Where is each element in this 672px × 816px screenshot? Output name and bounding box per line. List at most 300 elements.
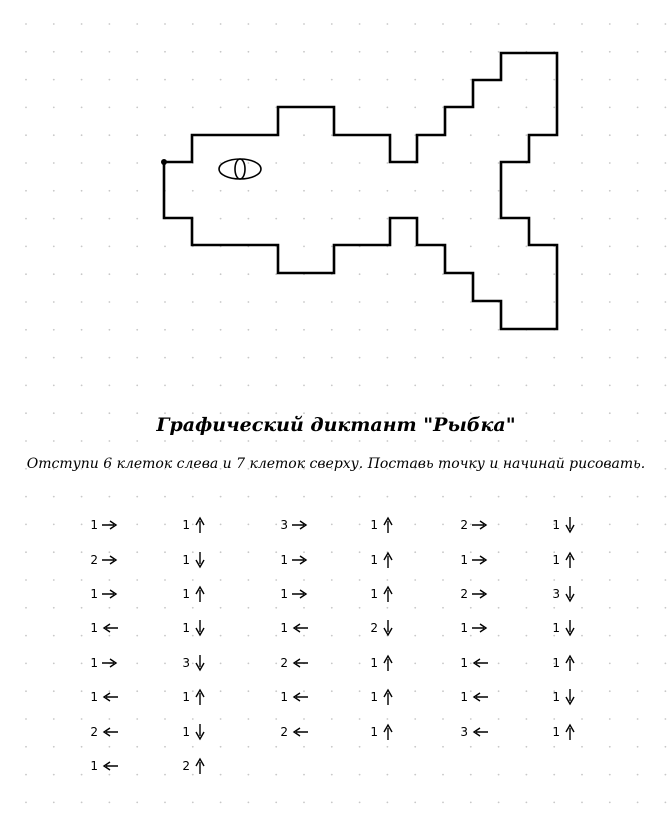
grid-dot: [526, 746, 528, 748]
step-item: [456, 542, 516, 576]
arrow-down-icon: [563, 516, 577, 534]
arrow-up-icon: [563, 654, 577, 672]
grid-dot: [25, 718, 27, 720]
grid-dot: [609, 524, 611, 526]
step-item: [366, 611, 426, 645]
grid-dot: [164, 607, 166, 609]
grid-dot: [248, 607, 250, 609]
step-count: 1: [90, 621, 98, 636]
grid-dot: [25, 440, 27, 442]
grid-dot: [81, 802, 83, 804]
arrow-down-icon: [193, 723, 207, 741]
arrow-down-icon: [563, 619, 577, 637]
grid-dot: [81, 551, 83, 553]
arrow-left-icon: [101, 759, 119, 773]
grid-dot: [359, 690, 361, 692]
step-count: 1: [460, 690, 468, 705]
arrow-up-icon: [193, 757, 207, 775]
grid-dot: [609, 440, 611, 442]
grid-dot: [442, 802, 444, 804]
page-title: Графический диктант "Рыбка": [156, 414, 516, 436]
step-column: [366, 508, 426, 749]
grid-dot: [25, 579, 27, 581]
arrow-right-icon: [101, 587, 119, 601]
grid-dot: [665, 551, 667, 553]
fish-drawing: [0, 0, 672, 400]
arrow-right-icon: [471, 553, 489, 567]
grid-dot: [637, 774, 639, 776]
arrow-left-icon: [101, 690, 119, 704]
arrow-down-icon: [381, 619, 395, 637]
grid-dot: [442, 718, 444, 720]
step-count: 1: [370, 586, 378, 601]
grid-dot: [359, 774, 361, 776]
grid-dot: [359, 746, 361, 748]
instruction-text: Отступи 6 клеток слева и 7 клеток сверху. Поставь точку и начинай рисовать.: [26, 456, 646, 472]
step-count: 2: [182, 758, 190, 773]
grid-dot: [637, 690, 639, 692]
grid-dot: [609, 802, 611, 804]
arrow-up-icon: [193, 585, 207, 603]
grid-dot: [553, 440, 555, 442]
step-count: 1: [280, 552, 288, 567]
grid-dot: [331, 802, 333, 804]
grid-dot: [442, 690, 444, 692]
grid-dot: [248, 690, 250, 692]
arrow-up-icon: [381, 654, 395, 672]
grid-dot: [359, 635, 361, 637]
step-count: 1: [90, 586, 98, 601]
step-item: [86, 714, 146, 748]
grid-dot: [665, 802, 667, 804]
step-item: [178, 577, 238, 611]
step-count: 1: [280, 586, 288, 601]
grid-dot: [470, 802, 472, 804]
grid-dot: [81, 690, 83, 692]
grid-dot: [637, 440, 639, 442]
grid-dot: [164, 802, 166, 804]
grid-dot: [53, 802, 55, 804]
step-count: 1: [552, 690, 560, 705]
grid-dot: [81, 635, 83, 637]
arrow-down-icon: [193, 619, 207, 637]
grid-dot: [25, 635, 27, 637]
step-item: [178, 714, 238, 748]
grid-dot: [553, 496, 555, 498]
grid-dot: [609, 635, 611, 637]
grid-dot: [414, 496, 416, 498]
grid-dot: [414, 440, 416, 442]
grid-dot: [303, 496, 305, 498]
step-count: 1: [90, 690, 98, 705]
grid-dot: [164, 579, 166, 581]
grid-dot: [609, 774, 611, 776]
grid-dot: [387, 774, 389, 776]
grid-dot: [526, 690, 528, 692]
grid-dot: [470, 496, 472, 498]
step-count: 1: [460, 655, 468, 670]
grid-dot: [53, 663, 55, 665]
grid-dot: [53, 551, 55, 553]
step-item: [276, 714, 336, 748]
grid-dot: [637, 496, 639, 498]
grid-dot: [581, 802, 583, 804]
grid-dot: [81, 663, 83, 665]
arrow-down-icon: [193, 654, 207, 672]
step-column: [548, 508, 608, 749]
grid-dot: [248, 551, 250, 553]
step-item: [456, 714, 516, 748]
step-count: 1: [90, 655, 98, 670]
grid-dot: [248, 774, 250, 776]
step-count: 1: [460, 552, 468, 567]
grid-dot: [553, 774, 555, 776]
step-item: [178, 611, 238, 645]
step-item: [548, 542, 608, 576]
grid-dot: [220, 496, 222, 498]
step-item: [366, 542, 426, 576]
step-count: 1: [370, 518, 378, 533]
grid-dot: [275, 496, 277, 498]
step-count: 1: [552, 724, 560, 739]
step-item: [548, 577, 608, 611]
grid-dot: [331, 774, 333, 776]
arrow-right-icon: [101, 656, 119, 670]
step-item: [86, 577, 146, 611]
grid-dot: [164, 690, 166, 692]
arrow-up-icon: [381, 551, 395, 569]
grid-dot: [164, 635, 166, 637]
grid-dot: [553, 802, 555, 804]
step-item: [548, 611, 608, 645]
step-item: [178, 508, 238, 542]
grid-dot: [665, 496, 667, 498]
grid-dot: [109, 440, 111, 442]
grid-dot: [81, 496, 83, 498]
grid-dot: [359, 551, 361, 553]
grid-dot: [164, 551, 166, 553]
step-item: [86, 508, 146, 542]
grid-dot: [248, 579, 250, 581]
grid-dot: [53, 718, 55, 720]
grid-dot: [609, 690, 611, 692]
grid-dot: [25, 607, 27, 609]
grid-dot: [359, 802, 361, 804]
grid-dot: [248, 440, 250, 442]
step-count: 3: [182, 655, 190, 670]
step-count: 1: [182, 621, 190, 636]
grid-dot: [331, 496, 333, 498]
grid-dot: [414, 802, 416, 804]
grid-dot: [637, 663, 639, 665]
step-item: [178, 680, 238, 714]
grid-dot: [136, 496, 138, 498]
step-item: [366, 646, 426, 680]
start-dot: [161, 159, 167, 165]
step-count: 1: [90, 518, 98, 533]
grid-dot: [109, 496, 111, 498]
step-count: 1: [552, 552, 560, 567]
grid-dot: [81, 746, 83, 748]
fish-eye-inner: [235, 159, 245, 179]
step-item: [366, 714, 426, 748]
step-item: [178, 749, 238, 783]
grid-dot: [248, 746, 250, 748]
grid-dot: [442, 663, 444, 665]
grid-dot: [609, 607, 611, 609]
step-item: [456, 577, 516, 611]
arrow-up-icon: [193, 688, 207, 706]
grid-dot: [81, 774, 83, 776]
grid-dot: [442, 579, 444, 581]
grid-dot: [248, 802, 250, 804]
step-count: 2: [280, 724, 288, 739]
step-count: 1: [182, 586, 190, 601]
step-count: 1: [552, 621, 560, 636]
arrow-up-icon: [381, 688, 395, 706]
arrow-right-icon: [471, 621, 489, 635]
grid-dot: [359, 440, 361, 442]
arrow-right-icon: [291, 587, 309, 601]
grid-dot: [442, 746, 444, 748]
grid-dot: [526, 635, 528, 637]
arrow-up-icon: [193, 516, 207, 534]
grid-dot: [136, 802, 138, 804]
step-item: [178, 646, 238, 680]
grid-dot: [609, 579, 611, 581]
grid-dot: [192, 802, 194, 804]
grid-dot: [637, 718, 639, 720]
step-count: 1: [90, 758, 98, 773]
grid-dot: [81, 524, 83, 526]
grid-dot: [53, 690, 55, 692]
step-count: 1: [370, 690, 378, 705]
grid-dot: [442, 496, 444, 498]
step-item: [178, 542, 238, 576]
grid-dot: [498, 496, 500, 498]
step-item: [276, 680, 336, 714]
grid-dot: [109, 802, 111, 804]
step-count: 2: [370, 621, 378, 636]
grid-dot: [53, 607, 55, 609]
step-item: [366, 508, 426, 542]
arrow-left-icon: [291, 690, 309, 704]
arrow-right-icon: [291, 518, 309, 532]
grid-dot: [414, 774, 416, 776]
step-item: [86, 749, 146, 783]
arrow-right-icon: [471, 518, 489, 532]
grid-dot: [164, 496, 166, 498]
arrow-left-icon: [291, 621, 309, 635]
grid-dot: [81, 718, 83, 720]
grid-dot: [53, 440, 55, 442]
grid-dot: [25, 802, 27, 804]
step-count: 2: [460, 586, 468, 601]
grid-dot: [164, 746, 166, 748]
grid-dot: [609, 663, 611, 665]
step-count: 3: [280, 518, 288, 533]
grid-dot: [248, 496, 250, 498]
grid-dot: [53, 774, 55, 776]
grid-dot: [637, 551, 639, 553]
step-count: 1: [182, 518, 190, 533]
grid-dot: [637, 579, 639, 581]
step-column: [276, 508, 336, 749]
grid-dot: [164, 774, 166, 776]
step-count: 1: [552, 518, 560, 533]
grid-dot: [665, 440, 667, 442]
grid-dot: [665, 690, 667, 692]
step-item: [366, 680, 426, 714]
grid-dot: [359, 607, 361, 609]
grid-dot: [665, 524, 667, 526]
arrow-up-icon: [563, 723, 577, 741]
grid-dot: [275, 774, 277, 776]
step-count: 2: [460, 518, 468, 533]
grid-dot: [25, 690, 27, 692]
grid-dot: [25, 746, 27, 748]
grid-dot: [192, 440, 194, 442]
arrow-left-icon: [471, 690, 489, 704]
step-item: [276, 611, 336, 645]
step-item: [86, 680, 146, 714]
grid-dot: [581, 774, 583, 776]
grid-dot: [331, 440, 333, 442]
grid-dot: [303, 774, 305, 776]
grid-dot: [665, 718, 667, 720]
grid-dot: [637, 746, 639, 748]
grid-dot: [53, 524, 55, 526]
step-count: 1: [182, 552, 190, 567]
grid-dot: [164, 663, 166, 665]
grid-dot: [442, 551, 444, 553]
grid-dot: [25, 774, 27, 776]
step-count: 2: [280, 655, 288, 670]
grid-dot: [81, 579, 83, 581]
step-count: 3: [552, 586, 560, 601]
grid-dot: [442, 607, 444, 609]
step-item: [548, 646, 608, 680]
arrow-right-icon: [101, 553, 119, 567]
step-count: 1: [280, 621, 288, 636]
arrow-up-icon: [563, 551, 577, 569]
arrow-up-icon: [381, 723, 395, 741]
grid-dot: [25, 551, 27, 553]
grid-dot: [526, 440, 528, 442]
step-count: 2: [90, 724, 98, 739]
grid-dot: [498, 774, 500, 776]
grid-dot: [637, 524, 639, 526]
step-item: [548, 714, 608, 748]
step-item: [276, 646, 336, 680]
grid-dot: [359, 524, 361, 526]
step-count: 1: [280, 690, 288, 705]
grid-dot: [526, 774, 528, 776]
step-count: 1: [552, 655, 560, 670]
grid-dot: [359, 496, 361, 498]
grid-dot: [53, 635, 55, 637]
grid-dot: [526, 718, 528, 720]
grid-dot: [248, 524, 250, 526]
arrow-left-icon: [291, 656, 309, 670]
grid-dot: [470, 774, 472, 776]
grid-dot: [637, 607, 639, 609]
step-count: 1: [460, 621, 468, 636]
grid-dot: [164, 718, 166, 720]
grid-dot: [665, 746, 667, 748]
grid-dot: [275, 440, 277, 442]
arrow-left-icon: [291, 725, 309, 739]
step-item: [276, 542, 336, 576]
step-item: [276, 577, 336, 611]
step-column: [178, 508, 238, 783]
fish-outline: [164, 53, 557, 329]
grid-dot: [581, 496, 583, 498]
grid-dot: [303, 440, 305, 442]
grid-dot: [81, 440, 83, 442]
step-item: [456, 646, 516, 680]
grid-dot: [387, 496, 389, 498]
arrow-down-icon: [563, 585, 577, 603]
step-item: [276, 508, 336, 542]
grid-dot: [637, 802, 639, 804]
grid-dot: [359, 663, 361, 665]
grid-dot: [526, 802, 528, 804]
grid-dot: [248, 635, 250, 637]
grid-dot: [220, 802, 222, 804]
step-count: 1: [370, 655, 378, 670]
grid-dot: [442, 524, 444, 526]
grid-dot: [248, 718, 250, 720]
grid-dot: [25, 496, 27, 498]
grid-dot: [442, 440, 444, 442]
step-column: [456, 508, 516, 749]
grid-dot: [665, 774, 667, 776]
arrow-right-icon: [471, 587, 489, 601]
grid-dot: [637, 635, 639, 637]
step-count: 2: [90, 552, 98, 567]
grid-dot: [665, 579, 667, 581]
arrow-left-icon: [101, 725, 119, 739]
grid-dot: [442, 774, 444, 776]
arrow-left-icon: [471, 725, 489, 739]
grid-dot: [359, 718, 361, 720]
arrow-left-icon: [101, 621, 119, 635]
grid-dot: [498, 440, 500, 442]
grid-dot: [609, 496, 611, 498]
step-item: [86, 542, 146, 576]
step-item: [548, 508, 608, 542]
grid-dot: [526, 607, 528, 609]
arrow-left-icon: [471, 656, 489, 670]
grid-dot: [609, 746, 611, 748]
arrow-right-icon: [101, 518, 119, 532]
step-item: [86, 646, 146, 680]
step-count: 1: [370, 724, 378, 739]
grid-dot: [609, 551, 611, 553]
grid-dot: [248, 663, 250, 665]
grid-dot: [192, 496, 194, 498]
arrow-up-icon: [381, 516, 395, 534]
grid-dot: [136, 440, 138, 442]
grid-dot: [526, 496, 528, 498]
grid-dot: [581, 440, 583, 442]
step-item: [456, 611, 516, 645]
step-count: 1: [182, 724, 190, 739]
grid-dot: [526, 551, 528, 553]
grid-dot: [53, 496, 55, 498]
fish-eye-outer: [219, 159, 261, 179]
